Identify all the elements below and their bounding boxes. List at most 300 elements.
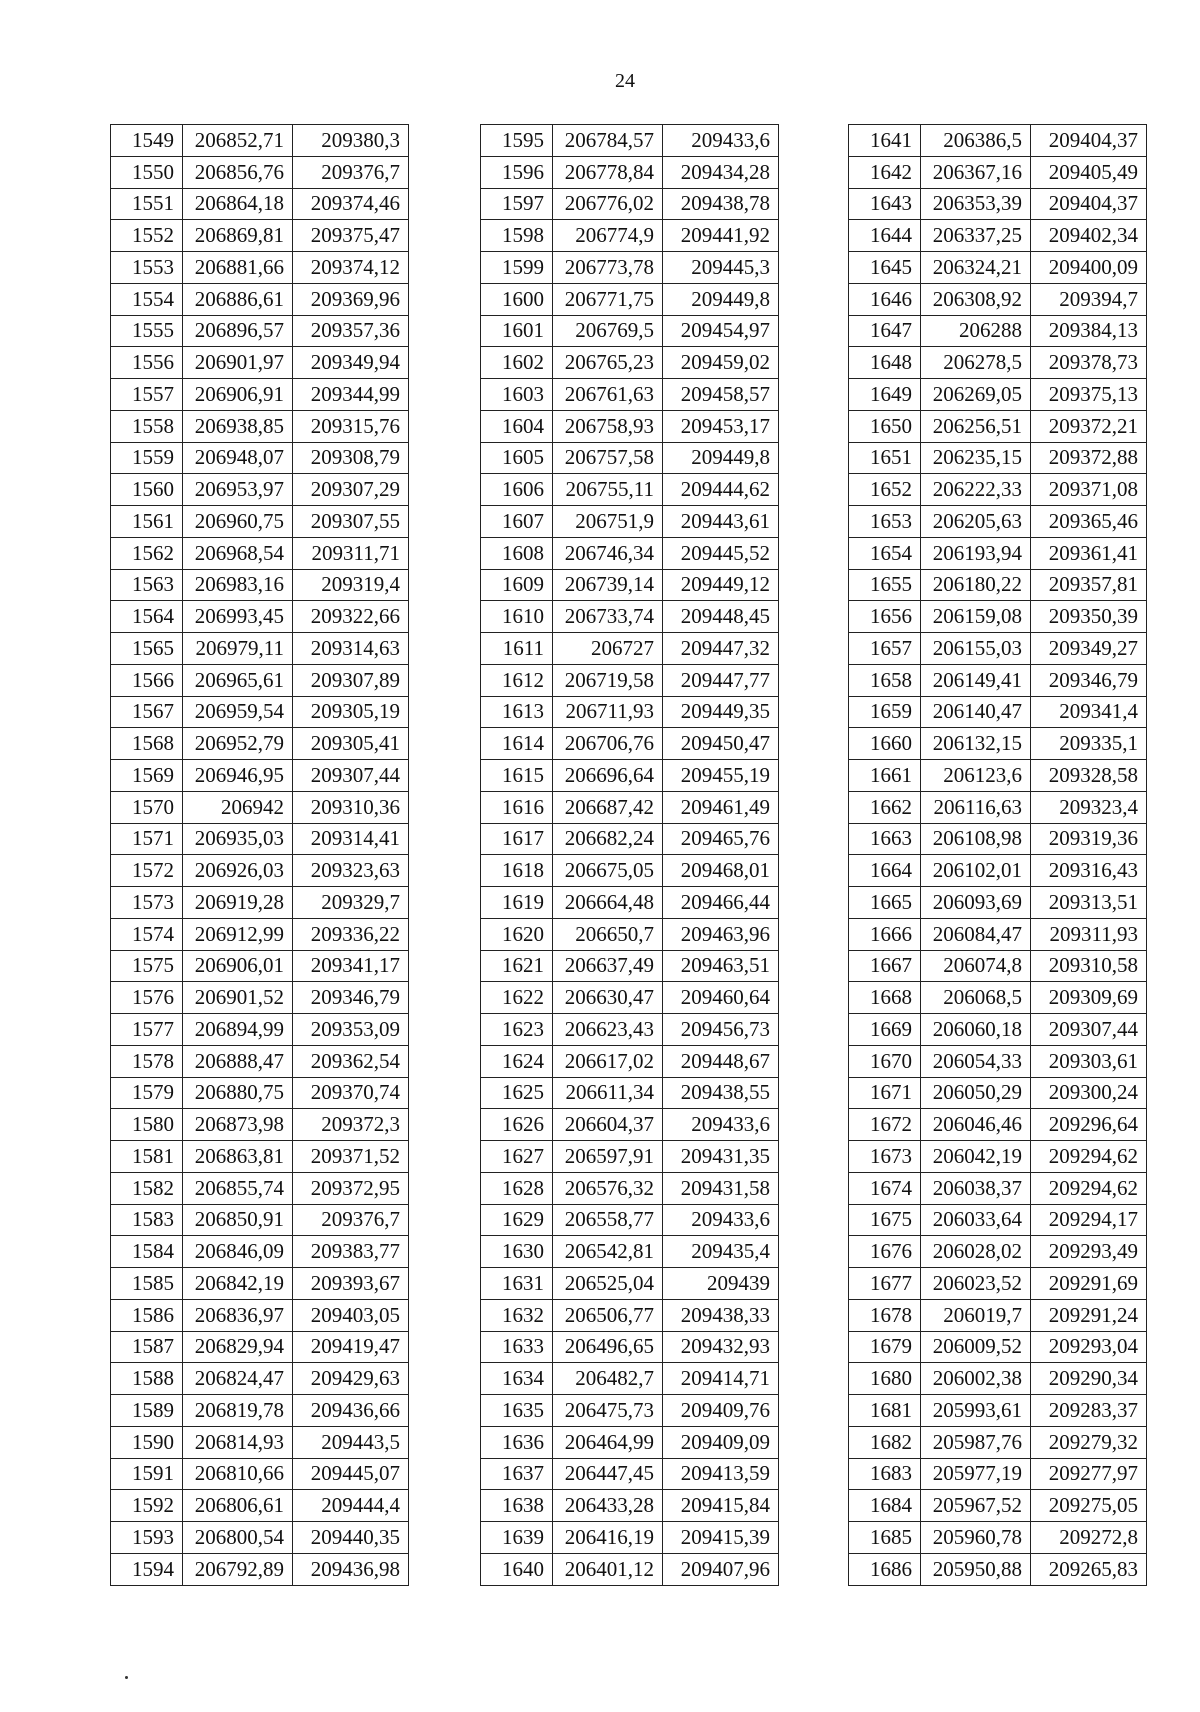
y-coordinate-cell: 209468,01 (663, 855, 779, 887)
y-coordinate-cell: 209447,32 (663, 633, 779, 665)
y-coordinate-cell: 209413,59 (663, 1458, 779, 1490)
y-coordinate-cell: 209357,81 (1031, 569, 1147, 601)
point-number-cell: 1596 (481, 156, 553, 188)
table-row (849, 156, 1147, 188)
table-row (111, 315, 409, 347)
x-coordinate-cell: 206180,22 (921, 569, 1031, 601)
x-coordinate-cell: 206906,01 (183, 950, 293, 982)
point-number-cell: 1653 (849, 506, 921, 538)
x-coordinate-cell: 206696,64 (553, 760, 663, 792)
y-coordinate-cell: 209456,73 (663, 1014, 779, 1046)
x-coordinate-cell: 206746,34 (553, 537, 663, 569)
x-coordinate-cell: 206784,57 (553, 125, 663, 157)
point-number-cell: 1552 (111, 220, 183, 252)
x-coordinate-cell: 206093,69 (921, 887, 1031, 919)
x-coordinate-cell: 206711,93 (553, 696, 663, 728)
point-number-cell: 1650 (849, 410, 921, 442)
x-coordinate-cell: 206617,02 (553, 1045, 663, 1077)
x-coordinate-cell: 206926,03 (183, 855, 293, 887)
x-coordinate-cell: 205960,78 (921, 1522, 1031, 1554)
y-coordinate-cell: 209346,79 (1031, 664, 1147, 696)
point-number-cell: 1633 (481, 1331, 553, 1363)
x-coordinate-cell: 206433,28 (553, 1490, 663, 1522)
y-coordinate-cell: 209431,58 (663, 1172, 779, 1204)
x-coordinate-cell: 206953,97 (183, 474, 293, 506)
point-number-cell: 1629 (481, 1204, 553, 1236)
point-number-cell: 1674 (849, 1172, 921, 1204)
x-coordinate-cell: 206727 (553, 633, 663, 665)
table-row (481, 887, 779, 919)
y-coordinate-cell: 209438,55 (663, 1077, 779, 1109)
x-coordinate-cell: 206965,61 (183, 664, 293, 696)
table-row (481, 1331, 779, 1363)
x-coordinate-cell: 206159,08 (921, 601, 1031, 633)
x-coordinate-cell: 206028,02 (921, 1236, 1031, 1268)
point-number-cell: 1657 (849, 633, 921, 665)
x-coordinate-cell: 205950,88 (921, 1553, 1031, 1585)
x-coordinate-cell: 206739,14 (553, 569, 663, 601)
table-row (481, 633, 779, 665)
point-number-cell: 1613 (481, 696, 553, 728)
x-coordinate-cell: 206778,84 (553, 156, 663, 188)
y-coordinate-cell: 209291,24 (1031, 1299, 1147, 1331)
y-coordinate-cell: 209323,4 (1031, 791, 1147, 823)
table-row (111, 1522, 409, 1554)
x-coordinate-cell: 205967,52 (921, 1490, 1031, 1522)
y-coordinate-cell: 209344,99 (293, 379, 409, 411)
table-row (111, 1236, 409, 1268)
point-number-cell: 1603 (481, 379, 553, 411)
x-coordinate-cell: 206948,07 (183, 442, 293, 474)
point-number-cell: 1666 (849, 918, 921, 950)
y-coordinate-cell: 209307,55 (293, 506, 409, 538)
table-row (481, 791, 779, 823)
table-row (481, 252, 779, 284)
point-number-cell: 1654 (849, 537, 921, 569)
y-coordinate-cell: 209307,44 (293, 760, 409, 792)
y-coordinate-cell: 209291,69 (1031, 1268, 1147, 1300)
table-row (111, 347, 409, 379)
x-coordinate-cell: 206023,52 (921, 1268, 1031, 1300)
table-row (849, 1268, 1147, 1300)
point-number-cell: 1686 (849, 1553, 921, 1585)
y-coordinate-cell: 209279,32 (1031, 1426, 1147, 1458)
y-coordinate-cell: 209308,79 (293, 442, 409, 474)
point-number-cell: 1660 (849, 728, 921, 760)
point-number-cell: 1562 (111, 537, 183, 569)
table-row (849, 696, 1147, 728)
x-coordinate-cell: 206806,61 (183, 1490, 293, 1522)
table-row (481, 347, 779, 379)
y-coordinate-cell: 209447,77 (663, 664, 779, 696)
point-number-cell: 1567 (111, 696, 183, 728)
x-coordinate-cell: 206042,19 (921, 1141, 1031, 1173)
table-row (481, 1458, 779, 1490)
x-coordinate-cell: 206906,91 (183, 379, 293, 411)
table-row (111, 1109, 409, 1141)
x-coordinate-cell: 206019,7 (921, 1299, 1031, 1331)
table-row (481, 156, 779, 188)
table-row (111, 823, 409, 855)
point-number-cell: 1685 (849, 1522, 921, 1554)
point-number-cell: 1667 (849, 950, 921, 982)
x-coordinate-cell: 206758,93 (553, 410, 663, 442)
x-coordinate-cell: 206800,54 (183, 1522, 293, 1554)
y-coordinate-cell: 209294,17 (1031, 1204, 1147, 1236)
y-coordinate-cell: 209393,67 (293, 1268, 409, 1300)
x-coordinate-cell: 206009,52 (921, 1331, 1031, 1363)
y-coordinate-cell: 209454,97 (663, 315, 779, 347)
x-coordinate-cell: 206367,16 (921, 156, 1031, 188)
table-row (481, 982, 779, 1014)
point-number-cell: 1609 (481, 569, 553, 601)
table-row (481, 1014, 779, 1046)
y-coordinate-cell: 209449,8 (663, 442, 779, 474)
table-row (849, 125, 1147, 157)
table-row (481, 1172, 779, 1204)
point-number-cell: 1571 (111, 823, 183, 855)
x-coordinate-cell: 206765,23 (553, 347, 663, 379)
point-number-cell: 1668 (849, 982, 921, 1014)
point-number-cell: 1645 (849, 252, 921, 284)
x-coordinate-cell: 206482,7 (553, 1363, 663, 1395)
y-coordinate-cell: 209375,47 (293, 220, 409, 252)
y-coordinate-cell: 209341,17 (293, 950, 409, 982)
x-coordinate-cell: 206894,99 (183, 1014, 293, 1046)
y-coordinate-cell: 209376,7 (293, 1204, 409, 1236)
y-coordinate-cell: 209436,98 (293, 1553, 409, 1585)
y-coordinate-cell: 209445,3 (663, 252, 779, 284)
point-number-cell: 1582 (111, 1172, 183, 1204)
x-coordinate-cell: 206901,52 (183, 982, 293, 1014)
y-coordinate-cell: 209346,79 (293, 982, 409, 1014)
y-coordinate-cell: 209313,51 (1031, 887, 1147, 919)
y-coordinate-cell: 209362,54 (293, 1045, 409, 1077)
table-row (481, 1109, 779, 1141)
y-coordinate-cell: 209349,27 (1031, 633, 1147, 665)
y-coordinate-cell: 209272,8 (1031, 1522, 1147, 1554)
coordinate-table-2 (480, 124, 779, 1586)
y-coordinate-cell: 209315,76 (293, 410, 409, 442)
table-row (849, 1299, 1147, 1331)
table-row (111, 442, 409, 474)
x-coordinate-cell: 206829,94 (183, 1331, 293, 1363)
y-coordinate-cell: 209404,37 (1031, 125, 1147, 157)
x-coordinate-cell: 206952,79 (183, 728, 293, 760)
x-coordinate-cell: 206896,57 (183, 315, 293, 347)
table-row (849, 950, 1147, 982)
x-coordinate-cell: 206558,77 (553, 1204, 663, 1236)
point-number-cell: 1589 (111, 1395, 183, 1427)
y-coordinate-cell: 209350,39 (1031, 601, 1147, 633)
point-number-cell: 1634 (481, 1363, 553, 1395)
table-row (481, 537, 779, 569)
y-coordinate-cell: 209415,84 (663, 1490, 779, 1522)
table-row (481, 569, 779, 601)
table-row (111, 918, 409, 950)
x-coordinate-cell: 206824,47 (183, 1363, 293, 1395)
x-coordinate-cell: 206719,58 (553, 664, 663, 696)
table-row (481, 442, 779, 474)
point-number-cell: 1635 (481, 1395, 553, 1427)
point-number-cell: 1583 (111, 1204, 183, 1236)
point-number-cell: 1555 (111, 315, 183, 347)
point-number-cell: 1626 (481, 1109, 553, 1141)
y-coordinate-cell: 209384,13 (1031, 315, 1147, 347)
y-coordinate-cell: 209300,24 (1031, 1077, 1147, 1109)
point-number-cell: 1679 (849, 1331, 921, 1363)
x-coordinate-cell: 206542,81 (553, 1236, 663, 1268)
x-coordinate-cell: 206856,76 (183, 156, 293, 188)
x-coordinate-cell: 206068,5 (921, 982, 1031, 1014)
x-coordinate-cell: 206386,5 (921, 125, 1031, 157)
table-row (849, 1109, 1147, 1141)
y-coordinate-cell: 209402,34 (1031, 220, 1147, 252)
point-number-cell: 1559 (111, 442, 183, 474)
y-coordinate-cell: 209361,41 (1031, 537, 1147, 569)
y-coordinate-cell: 209455,19 (663, 760, 779, 792)
table-row (849, 728, 1147, 760)
table-row (481, 1268, 779, 1300)
x-coordinate-cell: 206687,42 (553, 791, 663, 823)
y-coordinate-cell: 209349,94 (293, 347, 409, 379)
y-coordinate-cell: 209307,89 (293, 664, 409, 696)
x-coordinate-cell: 206108,98 (921, 823, 1031, 855)
table-row (849, 283, 1147, 315)
point-number-cell: 1608 (481, 537, 553, 569)
table-row (111, 1363, 409, 1395)
point-number-cell: 1566 (111, 664, 183, 696)
y-coordinate-cell: 209431,35 (663, 1141, 779, 1173)
y-coordinate-cell: 209432,93 (663, 1331, 779, 1363)
point-number-cell: 1648 (849, 347, 921, 379)
table-row (111, 252, 409, 284)
y-coordinate-cell: 209375,13 (1031, 379, 1147, 411)
y-coordinate-cell: 209305,19 (293, 696, 409, 728)
y-coordinate-cell: 209453,17 (663, 410, 779, 442)
x-coordinate-cell: 206886,61 (183, 283, 293, 315)
point-number-cell: 1604 (481, 410, 553, 442)
x-coordinate-cell: 206084,47 (921, 918, 1031, 950)
point-number-cell: 1661 (849, 760, 921, 792)
y-coordinate-cell: 209357,36 (293, 315, 409, 347)
y-coordinate-cell: 209414,71 (663, 1363, 779, 1395)
table-row (111, 633, 409, 665)
table-row (111, 156, 409, 188)
point-number-cell: 1602 (481, 347, 553, 379)
y-coordinate-cell: 209449,35 (663, 696, 779, 728)
x-coordinate-cell: 206864,18 (183, 188, 293, 220)
x-coordinate-cell: 206002,38 (921, 1363, 1031, 1395)
x-coordinate-cell: 206256,51 (921, 410, 1031, 442)
x-coordinate-cell: 206038,37 (921, 1172, 1031, 1204)
table-row (849, 1204, 1147, 1236)
point-number-cell: 1649 (849, 379, 921, 411)
point-number-cell: 1600 (481, 283, 553, 315)
point-number-cell: 1684 (849, 1490, 921, 1522)
point-number-cell: 1624 (481, 1045, 553, 1077)
y-coordinate-cell: 209394,7 (1031, 283, 1147, 315)
table-row (111, 728, 409, 760)
table-row (481, 410, 779, 442)
y-coordinate-cell: 209296,64 (1031, 1109, 1147, 1141)
x-coordinate-cell: 205987,76 (921, 1426, 1031, 1458)
x-coordinate-cell: 206773,78 (553, 252, 663, 284)
point-number-cell: 1644 (849, 220, 921, 252)
table-row (111, 1553, 409, 1585)
table-row (481, 760, 779, 792)
y-coordinate-cell: 209316,43 (1031, 855, 1147, 887)
point-number-cell: 1585 (111, 1268, 183, 1300)
x-coordinate-cell: 206757,58 (553, 442, 663, 474)
table-row (849, 252, 1147, 284)
y-coordinate-cell: 209433,6 (663, 1109, 779, 1141)
y-coordinate-cell: 209376,7 (293, 156, 409, 188)
x-coordinate-cell: 206074,8 (921, 950, 1031, 982)
x-coordinate-cell: 206771,75 (553, 283, 663, 315)
x-coordinate-cell: 206155,03 (921, 633, 1031, 665)
table-row (849, 823, 1147, 855)
table-row (111, 188, 409, 220)
y-coordinate-cell: 209378,73 (1031, 347, 1147, 379)
table-row (849, 506, 1147, 538)
x-coordinate-cell: 206525,04 (553, 1268, 663, 1300)
x-coordinate-cell: 206506,77 (553, 1299, 663, 1331)
y-coordinate-cell: 209445,07 (293, 1458, 409, 1490)
table-row (849, 1236, 1147, 1268)
y-coordinate-cell: 209405,49 (1031, 156, 1147, 188)
x-coordinate-cell: 206873,98 (183, 1109, 293, 1141)
table-row (111, 537, 409, 569)
point-number-cell: 1614 (481, 728, 553, 760)
table-row (481, 315, 779, 347)
table-row (849, 982, 1147, 1014)
y-coordinate-cell: 209449,12 (663, 569, 779, 601)
point-number-cell: 1659 (849, 696, 921, 728)
point-number-cell: 1593 (111, 1522, 183, 1554)
point-number-cell: 1678 (849, 1299, 921, 1331)
y-coordinate-cell: 209283,37 (1031, 1395, 1147, 1427)
table-row (481, 125, 779, 157)
point-number-cell: 1662 (849, 791, 921, 823)
y-coordinate-cell: 209374,12 (293, 252, 409, 284)
y-coordinate-cell: 209294,62 (1031, 1141, 1147, 1173)
x-coordinate-cell: 206888,47 (183, 1045, 293, 1077)
x-coordinate-cell: 206960,75 (183, 506, 293, 538)
y-coordinate-cell: 209463,51 (663, 950, 779, 982)
x-coordinate-cell: 206050,29 (921, 1077, 1031, 1109)
page-number: 24 (615, 70, 635, 92)
y-coordinate-cell: 209449,8 (663, 283, 779, 315)
table-row (111, 1077, 409, 1109)
table-row (111, 1204, 409, 1236)
y-coordinate-cell: 209294,62 (1031, 1172, 1147, 1204)
y-coordinate-cell: 209372,95 (293, 1172, 409, 1204)
table-row (481, 855, 779, 887)
x-coordinate-cell: 206288 (921, 315, 1031, 347)
table-row (111, 1141, 409, 1173)
point-number-cell: 1681 (849, 1395, 921, 1427)
table-row (849, 855, 1147, 887)
y-coordinate-cell: 209275,05 (1031, 1490, 1147, 1522)
table-row (849, 918, 1147, 950)
x-coordinate-cell: 206935,03 (183, 823, 293, 855)
point-number-cell: 1638 (481, 1490, 553, 1522)
table-row (481, 1426, 779, 1458)
table-row (111, 1490, 409, 1522)
table-row (481, 1077, 779, 1109)
y-coordinate-cell: 209429,63 (293, 1363, 409, 1395)
x-coordinate-cell: 206324,21 (921, 252, 1031, 284)
x-coordinate-cell: 206733,74 (553, 601, 663, 633)
table-row (111, 982, 409, 1014)
point-number-cell: 1578 (111, 1045, 183, 1077)
table-row (849, 474, 1147, 506)
point-number-cell: 1680 (849, 1363, 921, 1395)
point-number-cell: 1664 (849, 855, 921, 887)
y-coordinate-cell: 209265,83 (1031, 1553, 1147, 1585)
x-coordinate-cell: 206769,5 (553, 315, 663, 347)
table-row (481, 379, 779, 411)
y-coordinate-cell: 209460,64 (663, 982, 779, 1014)
table-row (111, 950, 409, 982)
table-row (111, 506, 409, 538)
x-coordinate-cell: 206353,39 (921, 188, 1031, 220)
x-coordinate-cell: 206576,32 (553, 1172, 663, 1204)
x-coordinate-cell: 206222,33 (921, 474, 1031, 506)
table-row (849, 791, 1147, 823)
table-row (111, 1045, 409, 1077)
y-coordinate-cell: 209277,97 (1031, 1458, 1147, 1490)
point-number-cell: 1615 (481, 760, 553, 792)
point-number-cell: 1607 (481, 506, 553, 538)
table-row (111, 760, 409, 792)
x-coordinate-cell: 206597,91 (553, 1141, 663, 1173)
x-coordinate-cell: 206919,28 (183, 887, 293, 919)
x-coordinate-cell: 206623,43 (553, 1014, 663, 1046)
point-number-cell: 1663 (849, 823, 921, 855)
table-row (111, 1268, 409, 1300)
point-number-cell: 1579 (111, 1077, 183, 1109)
x-coordinate-cell: 206102,01 (921, 855, 1031, 887)
table-row (849, 315, 1147, 347)
x-coordinate-cell: 206447,45 (553, 1458, 663, 1490)
x-coordinate-cell: 206235,15 (921, 442, 1031, 474)
x-coordinate-cell: 206682,24 (553, 823, 663, 855)
y-coordinate-cell: 209303,61 (1031, 1045, 1147, 1077)
table-row (111, 1331, 409, 1363)
table-row (849, 1331, 1147, 1363)
table-row (481, 664, 779, 696)
point-number-cell: 1651 (849, 442, 921, 474)
table-row (111, 696, 409, 728)
x-coordinate-cell: 206979,11 (183, 633, 293, 665)
y-coordinate-cell: 209336,22 (293, 918, 409, 950)
table-row (481, 283, 779, 315)
y-coordinate-cell: 209400,09 (1031, 252, 1147, 284)
y-coordinate-cell: 209415,39 (663, 1522, 779, 1554)
y-coordinate-cell: 209371,08 (1031, 474, 1147, 506)
table-row (481, 1045, 779, 1077)
table-row (481, 1553, 779, 1585)
y-coordinate-cell: 209404,37 (1031, 188, 1147, 220)
coordinate-table-3 (848, 124, 1147, 1586)
x-coordinate-cell: 206401,12 (553, 1553, 663, 1585)
table-row (111, 379, 409, 411)
table-row (481, 220, 779, 252)
table-row (111, 791, 409, 823)
y-coordinate-cell: 209341,4 (1031, 696, 1147, 728)
